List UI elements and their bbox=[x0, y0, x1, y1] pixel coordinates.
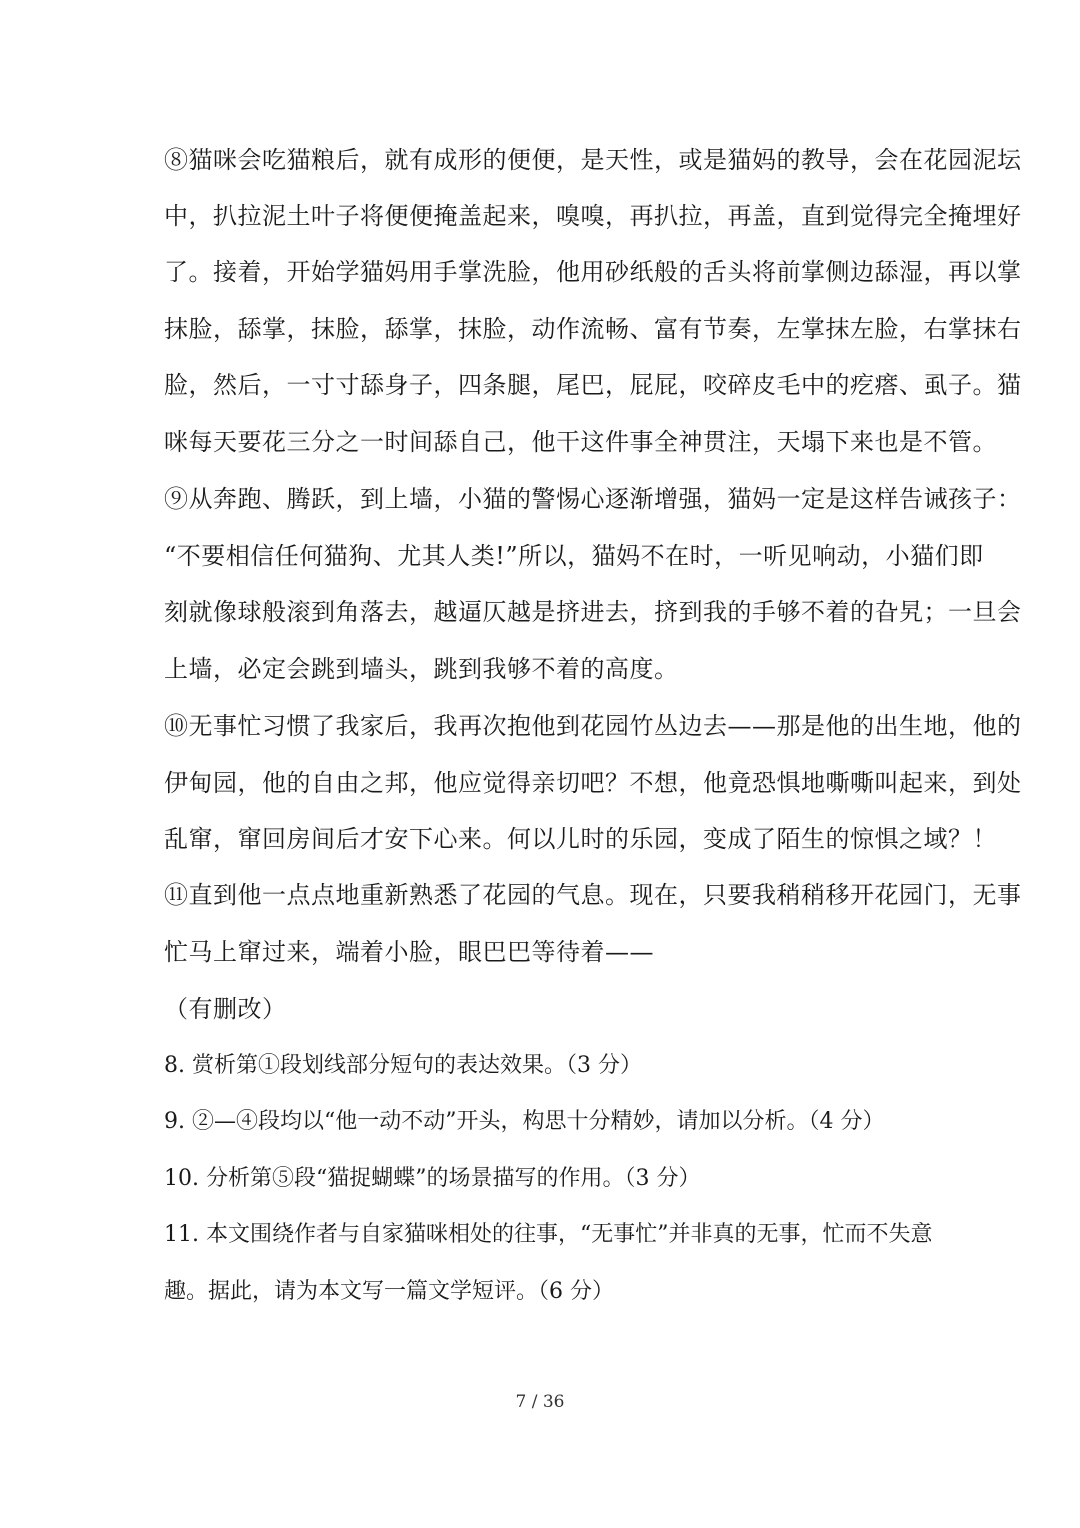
paragraph-line: ⑪直到他一点点地重新熟悉了花园的气息。现在，只要我稍稍移开花园门，无事 bbox=[164, 881, 1022, 909]
paragraph-line: 咪每天要花三分之一时间舔自己，他干这件事全神贯注，天塌下来也是不管。 bbox=[164, 428, 997, 456]
paragraph-line: ⑨从奔跑、腾跃，到上墙，小猫的警惕心逐渐增强，猫妈一定是这样告诫孩子： bbox=[164, 485, 1022, 513]
paragraph-line: 刻就像球般滚到角落去，越逼仄越是挤进去，挤到我的手够不着的旮旯；一旦会 bbox=[164, 598, 1022, 626]
edit-note: （有删改） bbox=[164, 995, 287, 1023]
paragraph-line: 忙马上窜过来，端着小脸，眼巴巴等待着—— bbox=[164, 938, 654, 966]
page-number: 7 / 36 bbox=[515, 1392, 565, 1412]
paragraph-line: 抹脸，舔掌，抹脸，舔掌，抹脸，动作流畅、富有节奏，左掌抹左脸，右掌抹右 bbox=[164, 315, 1022, 343]
paragraph-line: 乱窜，窜回房间后才安下心来。何以儿时的乐园，变成了陌生的惊惧之域？！ bbox=[164, 825, 997, 853]
question-9: 9. ②—④段均以“他一动不动”开头，构思十分精妙，请加以分析。（4 分） bbox=[164, 1109, 885, 1134]
question-10: 10. 分析第⑤段“猫捉蝴蝶”的场景描写的作用。（3 分） bbox=[164, 1166, 701, 1191]
paragraph-line: 中，扒拉泥土叶子将便便掩盖起来，嗅嗅，再扒拉，再盖，直到觉得完全掩埋好 bbox=[164, 202, 1022, 230]
paragraph-line: ⑧猫咪会吃猫粮后，就有成形的便便，是天性，或是猫妈的教导，会在花园泥坛 bbox=[164, 146, 1022, 174]
paragraph-line: “不要相信任何猫狗、尤其人类!”所以，猫妈不在时，一听见响动，小猫们即 bbox=[164, 542, 984, 570]
paragraph-line: 脸，然后，一寸寸舔身子，四条腿，尾巴，屁屁，咬碎皮毛中的疙瘩、虱子。猫 bbox=[164, 371, 1022, 399]
paragraph-line: 上墙，必定会跳到墙头，跳到我够不着的高度。 bbox=[164, 655, 679, 683]
paragraph-line: 伊甸园，他的自由之邦，他应觉得亲切吧？不想，他竟恐惧地嘶嘶叫起来，到处 bbox=[164, 769, 1022, 797]
question-8: 8. 赏析第①段划线部分短句的表达效果。（3 分） bbox=[164, 1053, 642, 1078]
question-11-continued: 趣。据此，请为本文写一篇文学短评。（6 分） bbox=[164, 1279, 614, 1304]
question-11: 11. 本文围绕作者与自家猫咪相处的往事，“无事忙”并非真的无事，忙而不失意 bbox=[164, 1222, 933, 1247]
paragraph-line: 了。接着，开始学猫妈用手掌洗脸，他用砂纸般的舌头将前掌侧边舔湿，再以掌 bbox=[164, 258, 1022, 286]
paragraph-line: ⑩无事忙习惯了我家后，我再次抱他到花园竹丛边去——那是他的出生地，他的 bbox=[164, 712, 1022, 740]
